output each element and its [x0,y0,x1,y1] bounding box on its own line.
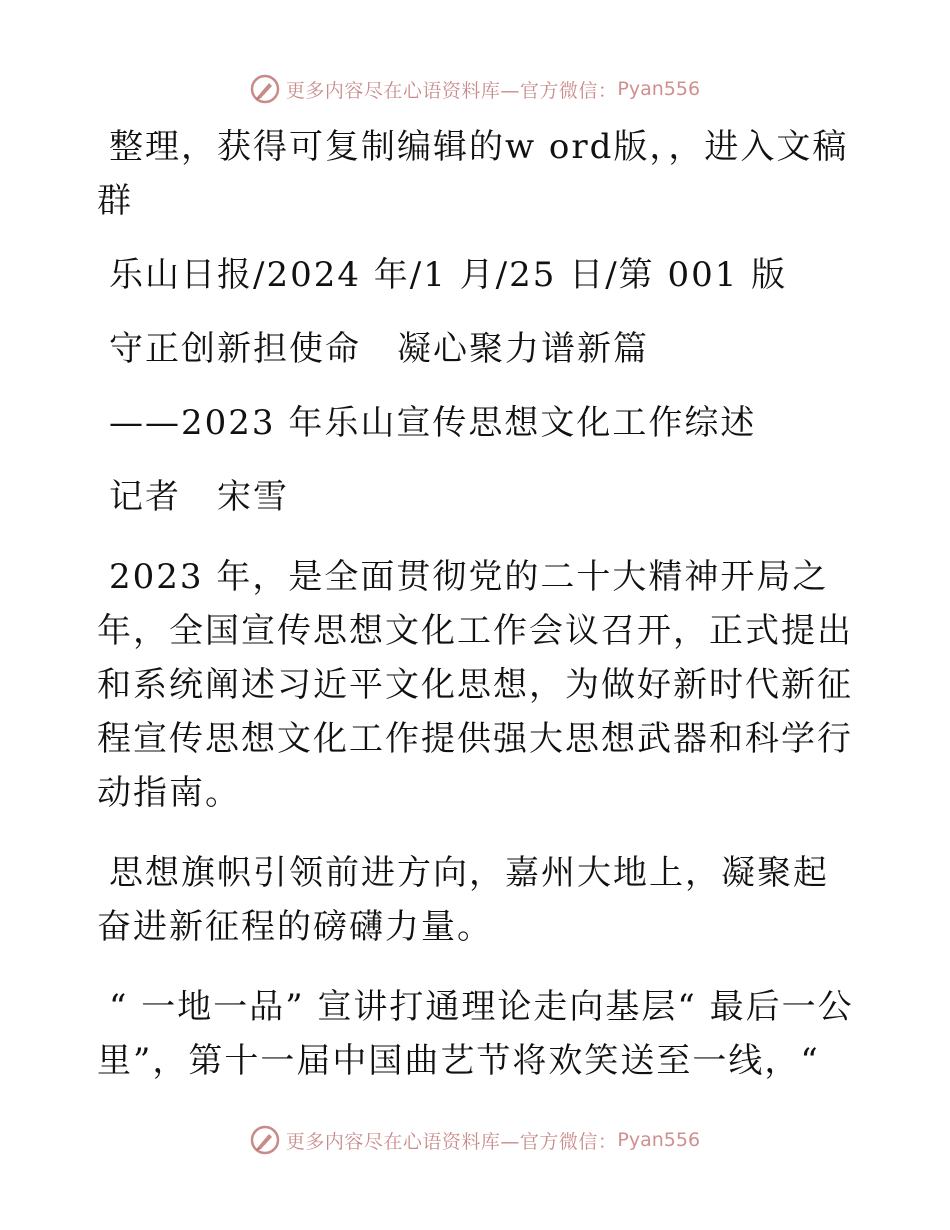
article-title: 守正创新担使命 凝心聚力谱新篇 [109,329,649,369]
document-body [97,120,857,1088]
footer-watermark [0,1120,950,1160]
watermark-text: 更多内容尽在心语资料库—官方微信： [285,1130,618,1153]
publication-info: 乐山日报/2024 年/1 月/25 日/第 001 版 [109,255,788,295]
document-paragraph: “ 一地一品” 宣讲打通理论走向基层“ 最后一公里”，第十一届中国曲艺节将欢笑送至一线，“ [97,987,854,1081]
pen-logo-icon [250,1125,280,1155]
article-byline: 记者 宋雪 [109,477,289,517]
watermark-wechat-id: Pyan556 [617,1129,701,1151]
article-subtitle: ——2023 年乐山宣传思想文化工作综述 [109,403,757,443]
watermark-wechat-id: Pyan556 [617,78,701,100]
pen-logo-icon [250,74,280,104]
document-paragraph: 思想旗帜引领前进方向，嘉州大地上，凝聚起奋进新征程的磅礴力量。 [97,853,829,947]
header-watermark [0,69,950,109]
document-paragraph: 2023 年，是全面贯彻党的二十大精神开局之年，全国宣传思想文化工作会议召开，正式提出和系统阐述习近平文化思想，为做好新时代新征程宣传思想文化工作提供强大思想武器和科学行动指南。 [97,557,853,813]
watermark-text: 更多内容尽在心语资料库—官方微信： [285,79,618,102]
document-paragraph: 整理，获得可复制编辑的w ord版，，进入文稿群 [97,127,849,221]
